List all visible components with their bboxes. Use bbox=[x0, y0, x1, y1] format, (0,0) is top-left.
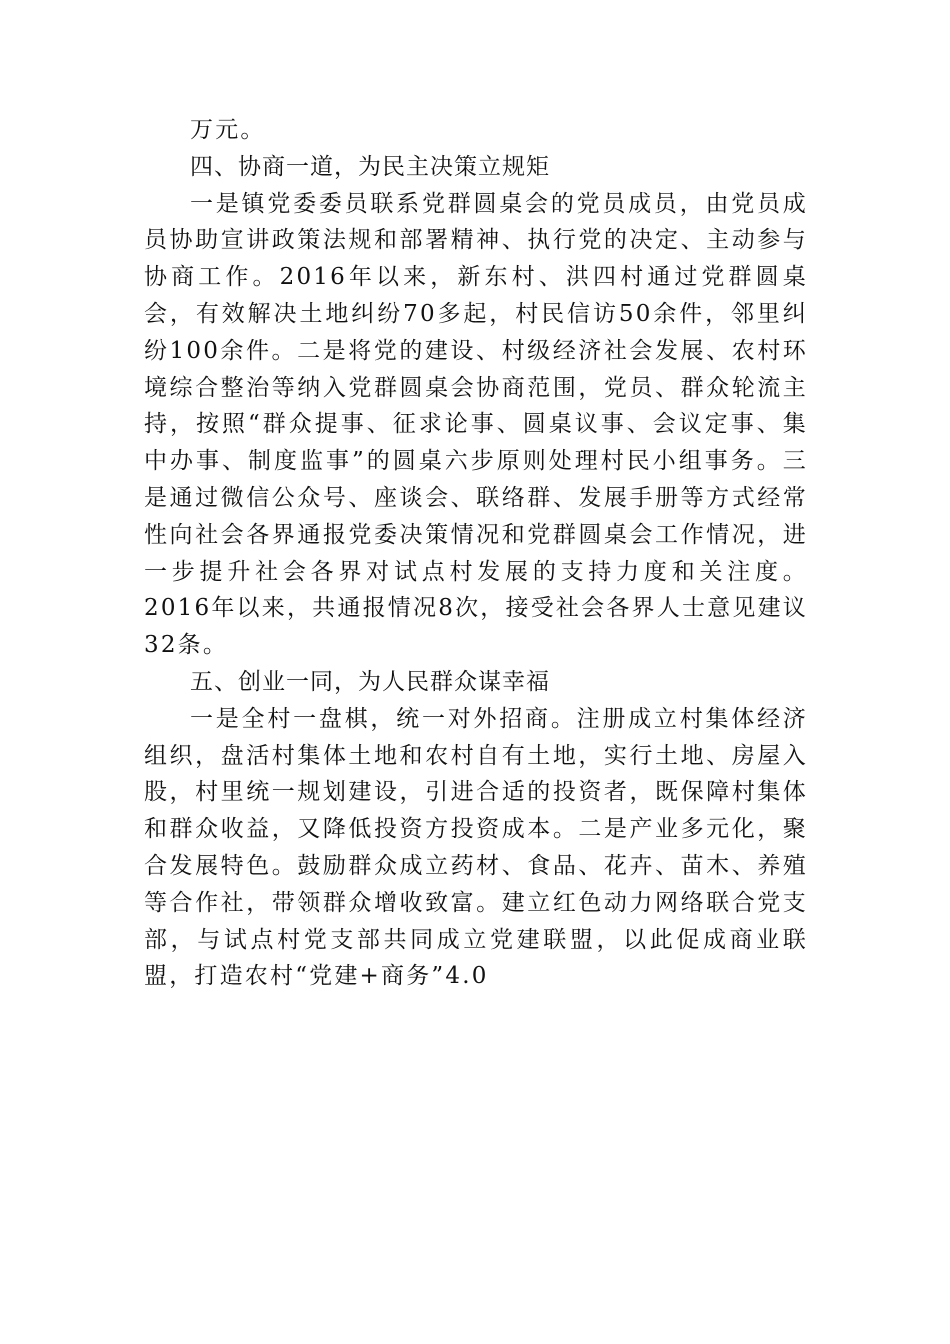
paragraph-section-5: 一是全村一盘棋，统一对外招商。注册成立村集体经济组织，盘活村集体土地和农村自有土地，实行土地、房屋入股，村里统一规划建设，引进合适的投资者，既保障村集体和群众收益，又降低投资方投资成本。二是产业多元化，聚合发展特色。鼓励群众成立药材、食品、花卉、苗木、养殖等合作社，带领群众增收致富。建立红色动力网络联合党支部，与试点村党支部共同成立党建联盟，以此促成商业联盟，打造农村“党建+商务”4.0 bbox=[144, 705, 808, 990]
section-heading-5: 五、创业一同，为人民群众谋幸福 bbox=[190, 668, 550, 695]
document-body bbox=[144, 112, 808, 995]
paragraph-continuation: 万元。 bbox=[190, 117, 266, 143]
paragraph-section-4: 一是镇党委委员联系党群圆桌会的党员成员，由党员成员协助宣讲政策法规和部署精神、执行党的决定、主动参与协商工作。2016年以来，新东村、洪四村通过党群圆桌会，有效解决土地纠纷70多起，村民信访50余件，邻里纠纷100余件。二是将党的建设、村级经济社会发展、农村环境综合整治等纳入党群圆桌会协商范围，党员、群众轮流主持，按照“群众提事、征求论事、圆桌议事、会议定事、集中办事、制度监事”的圆桌六步原则处理村民小组事务。三是通过微信公众号、座谈会、联络群、发展手册等方式经常性向社会各界通报党委决策情况和党群圆桌会工作情况，进一步提升社会各界对试点村发展的支持力度和关注度。2016年以来，共通报情况8次，接受社会各界人士意见建议32条。 bbox=[144, 190, 808, 659]
section-heading-4: 四、协商一道，为民主决策立规矩 bbox=[190, 153, 550, 180]
